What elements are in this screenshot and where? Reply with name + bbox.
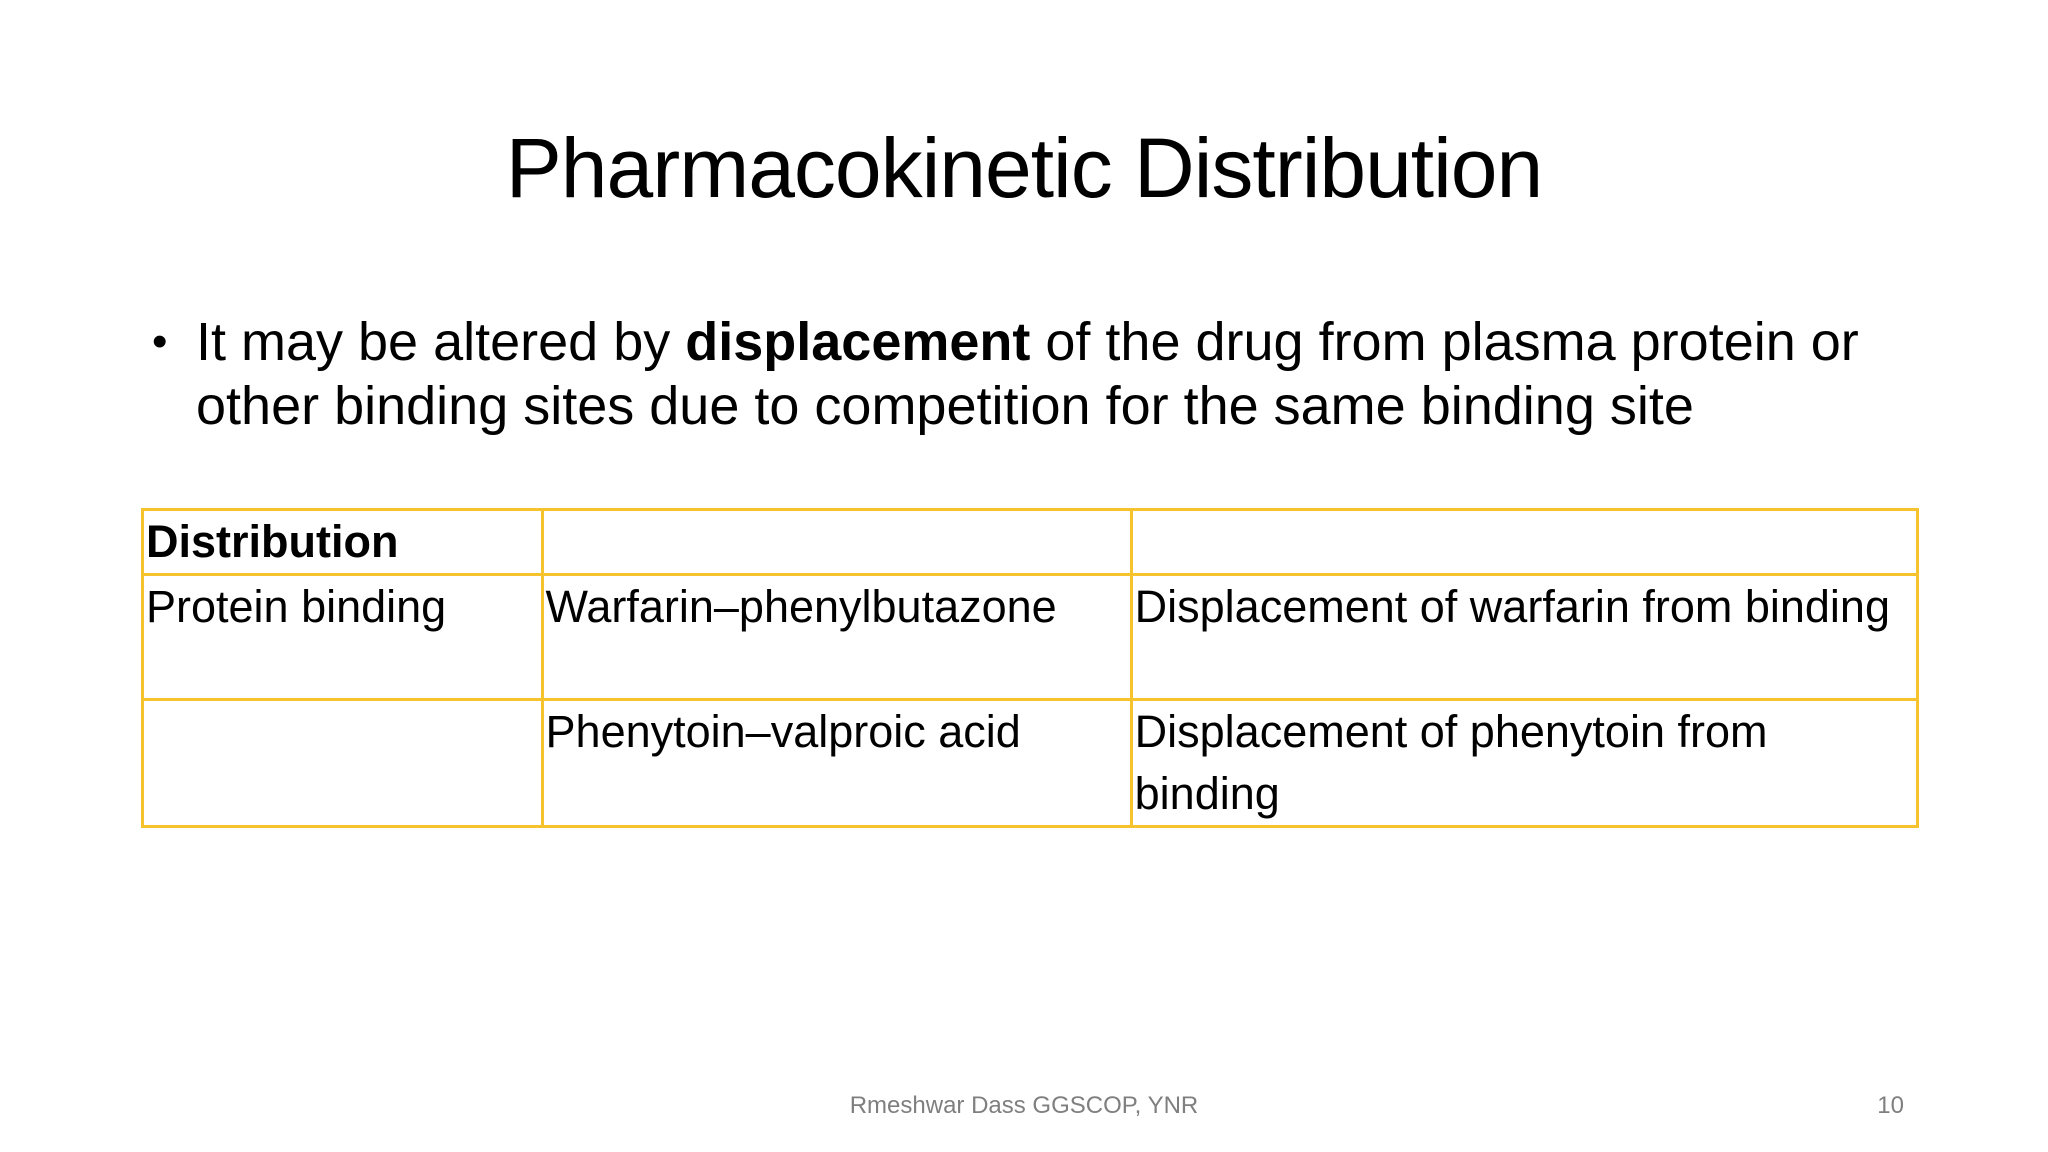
table-cell-drug-pair: Warfarin–phenylbutazone bbox=[542, 575, 1131, 700]
bullet-dot-icon: • bbox=[152, 317, 168, 366]
slide-title: Pharmacokinetic Distribution bbox=[505, 121, 1543, 215]
table-header-cell bbox=[542, 510, 1131, 575]
table-cell-effect: Displacement of phenytoin from binding bbox=[1131, 700, 1917, 827]
table-row bbox=[143, 700, 1918, 827]
bullet-item bbox=[152, 310, 1912, 438]
table-header-cell bbox=[1131, 510, 1917, 575]
table-cell-drug-pair: Phenytoin–valproic acid bbox=[542, 700, 1131, 827]
table-row bbox=[143, 575, 1918, 700]
table-header-row bbox=[143, 510, 1918, 575]
table-cell-interaction-type: Protein binding bbox=[143, 575, 543, 700]
table-cell-effect: Displacement of warfarin from binding bbox=[1131, 575, 1917, 700]
table-header-cell: Distribution bbox=[143, 510, 543, 575]
table-cell-interaction-type bbox=[143, 700, 543, 827]
footer-author: Rmeshwar Dass GGSCOP, YNR bbox=[849, 1092, 1199, 1119]
distribution-table bbox=[141, 508, 1919, 828]
bullet-text-bold: displacement bbox=[685, 312, 1031, 372]
page-number: 10 bbox=[1877, 1092, 1904, 1119]
bullet-text bbox=[196, 310, 1912, 438]
bullet-text-after: of the drug from plasma protein or other binding sites due to competition for the same binding site bbox=[196, 312, 1859, 436]
bullet-text-before: It may be altered by bbox=[196, 312, 686, 372]
